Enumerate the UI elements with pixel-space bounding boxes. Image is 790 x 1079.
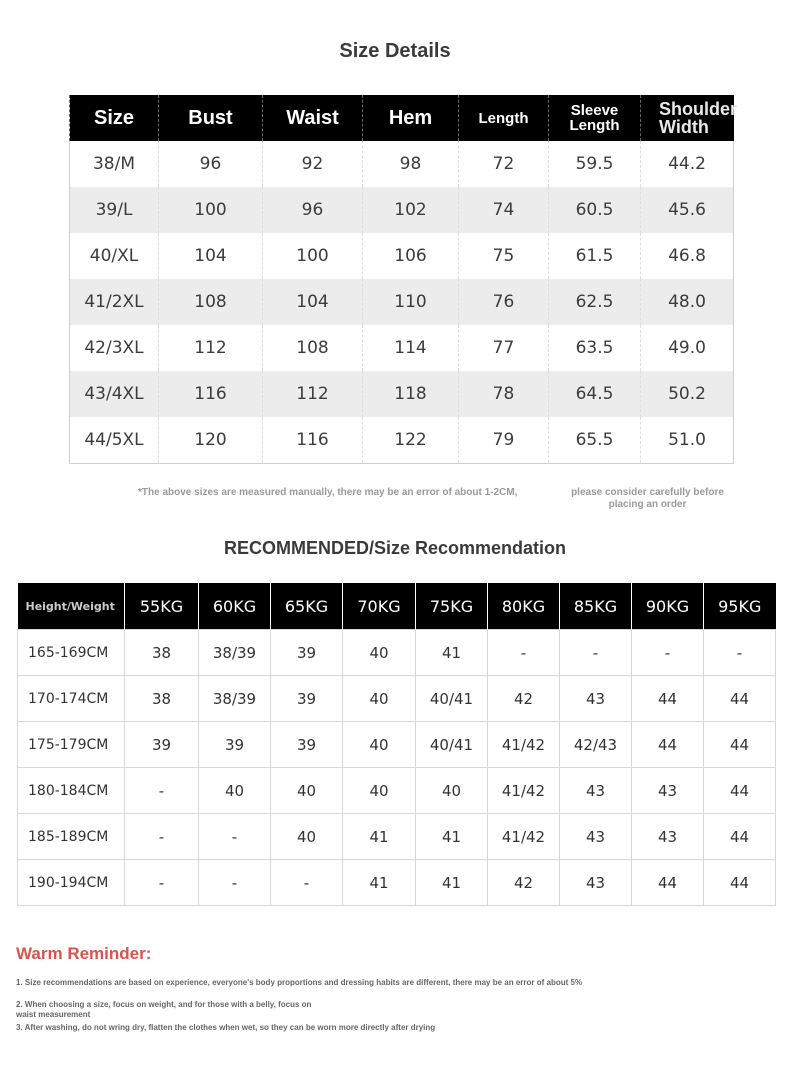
recommended-size-cell: 40/41 — [416, 722, 488, 768]
size-table-cell: 116 — [159, 371, 263, 417]
recommended-size-cell: - — [199, 814, 271, 860]
size-table-row — [70, 233, 734, 279]
height-label: 185-189CM — [18, 814, 125, 860]
size-table-cell: 100 — [159, 187, 263, 233]
recommendation-row — [18, 814, 776, 860]
recommended-size-cell: 40 — [343, 676, 416, 722]
weight-header: 70KG — [343, 583, 416, 630]
recommended-size-cell: 41/42 — [488, 722, 560, 768]
height-weight-corner-label: Height/Weight — [18, 583, 125, 630]
size-table-cell: 108 — [159, 279, 263, 325]
recommendation-title: RECOMMENDED/Size Recommendation — [223, 538, 567, 558]
measurement-note-left: *The above sizes are measured manually, there may be an error of about 1-2CM, — [138, 487, 518, 498]
recommended-size-cell: 40 — [271, 768, 343, 814]
size-table-cell: 122 — [363, 417, 459, 464]
recommended-size-cell: 44 — [632, 676, 704, 722]
reminder-tip-1: 1. Size recommendations are based on experience, everyone's body proportions and dressing habits are different, there may be an error of about 5% — [16, 978, 583, 987]
recommended-size-cell: 38 — [125, 630, 199, 676]
size-table-header-row — [70, 95, 734, 141]
recommended-size-cell: 43 — [560, 768, 632, 814]
recommended-size-cell: 44 — [704, 676, 776, 722]
size-table-cell: 75 — [459, 233, 549, 279]
recommended-size-cell: 39 — [125, 722, 199, 768]
size-table-cell: 48.0 — [641, 279, 734, 325]
recommended-size-cell: 40 — [271, 814, 343, 860]
recommended-size-cell: 41/42 — [488, 814, 560, 860]
recommended-size-cell: 41 — [343, 814, 416, 860]
size-table-row — [70, 371, 734, 417]
recommended-size-cell: - — [125, 814, 199, 860]
size-table-cell: 116 — [263, 417, 363, 464]
recommended-size-cell: 40/41 — [416, 676, 488, 722]
recommendation-row — [18, 722, 776, 768]
size-table-cell: 44.2 — [641, 141, 734, 187]
recommended-size-cell: 39 — [271, 630, 343, 676]
size-table-cell: 59.5 — [549, 141, 641, 187]
size-table-cell: 60.5 — [549, 187, 641, 233]
height-label: 175-179CM — [18, 722, 125, 768]
weight-header: 55KG — [125, 583, 199, 630]
recommended-size-cell: 43 — [632, 814, 704, 860]
size-table-cell: 76 — [459, 279, 549, 325]
size-table-cell: 38/M — [70, 141, 159, 187]
size-table-cell: 51.0 — [641, 417, 734, 464]
size-table-cell: 112 — [159, 325, 263, 371]
size-table-cell: 49.0 — [641, 325, 734, 371]
size-table-cell: 41/2XL — [70, 279, 159, 325]
size-table-cell: 96 — [159, 141, 263, 187]
size-table-cell: 118 — [363, 371, 459, 417]
size-table-cell: 79 — [459, 417, 549, 464]
size-header-bust: Bust — [159, 95, 263, 141]
recommended-size-cell: 42 — [488, 676, 560, 722]
recommended-size-cell: - — [632, 630, 704, 676]
size-details-title: Size Details — [339, 40, 451, 62]
size-table-cell: 112 — [263, 371, 363, 417]
recommended-size-cell: 43 — [560, 814, 632, 860]
recommended-size-cell: 43 — [632, 768, 704, 814]
size-table-row — [70, 187, 734, 233]
recommended-size-cell: 40 — [343, 768, 416, 814]
recommendation-row — [18, 860, 776, 906]
size-table-cell: 74 — [459, 187, 549, 233]
recommended-size-cell: 39 — [271, 722, 343, 768]
size-table-cell: 45.6 — [641, 187, 734, 233]
size-header-length: Length — [459, 95, 549, 141]
size-table-cell: 46.8 — [641, 233, 734, 279]
height-label: 190-194CM — [18, 860, 125, 906]
weight-header: 75KG — [416, 583, 488, 630]
size-table-cell: 61.5 — [549, 233, 641, 279]
height-label: 170-174CM — [18, 676, 125, 722]
size-table-cell: 102 — [363, 187, 459, 233]
recommended-size-cell: - — [488, 630, 560, 676]
size-table-cell: 64.5 — [549, 371, 641, 417]
recommended-size-cell: 39 — [199, 722, 271, 768]
height-label: 165-169CM — [18, 630, 125, 676]
size-table-cell: 92 — [263, 141, 363, 187]
size-table-cell: 114 — [363, 325, 459, 371]
size-header-shoulder-width: Shoulder Width — [641, 95, 734, 141]
recommended-size-cell: 40 — [199, 768, 271, 814]
size-table-cell: 110 — [363, 279, 459, 325]
recommendation-row — [18, 630, 776, 676]
size-table-cell: 98 — [363, 141, 459, 187]
recommended-size-cell: - — [199, 860, 271, 906]
recommended-size-cell: 43 — [560, 860, 632, 906]
recommended-size-cell: - — [704, 630, 776, 676]
size-table-row — [70, 141, 734, 187]
recommended-size-cell: 44 — [632, 722, 704, 768]
recommended-size-cell: 41 — [416, 814, 488, 860]
recommended-size-cell: 41/42 — [488, 768, 560, 814]
measurement-note-right: please consider carefully before placing an order — [571, 487, 724, 510]
recommended-size-cell: 41 — [416, 860, 488, 906]
size-table-cell: 40/XL — [70, 233, 159, 279]
reminder-tip-3: 3. After washing, do not wring dry, flatten the clothes when wet, so they can be worn more directly after drying — [16, 1023, 436, 1032]
recommended-size-cell: 40 — [343, 722, 416, 768]
recommended-size-cell: 44 — [632, 860, 704, 906]
recommendation-row — [18, 768, 776, 814]
size-recommendation-table — [17, 583, 776, 906]
size-table-cell: 108 — [263, 325, 363, 371]
weight-header: 85KG — [560, 583, 632, 630]
size-details-table — [69, 95, 738, 464]
recommended-size-cell: 41 — [343, 860, 416, 906]
recommended-size-cell: 38 — [125, 676, 199, 722]
size-header-sleeve-length: Sleeve Length — [549, 95, 641, 141]
recommended-size-cell: 44 — [704, 814, 776, 860]
recommended-size-cell: 40 — [343, 630, 416, 676]
size-table-row — [70, 325, 734, 371]
size-table-cell: 39/L — [70, 187, 159, 233]
recommended-size-cell: 41 — [416, 630, 488, 676]
recommended-size-cell: 43 — [560, 676, 632, 722]
weight-header: 80KG — [488, 583, 560, 630]
reminder-tip-2: 2. When choosing a size, focus on weight, and for those with a belly, focus on waist measurement — [16, 1000, 312, 1019]
size-table-cell: 77 — [459, 325, 549, 371]
recommended-size-cell: 44 — [704, 722, 776, 768]
size-table-cell: 72 — [459, 141, 549, 187]
size-header-waist: Waist — [263, 95, 363, 141]
recommended-size-cell: 38/39 — [199, 676, 271, 722]
recommended-size-cell: 39 — [271, 676, 343, 722]
size-table-row — [70, 417, 734, 464]
weight-header: 60KG — [199, 583, 271, 630]
weight-header: 65KG — [271, 583, 343, 630]
size-table-cell: 104 — [263, 279, 363, 325]
recommended-size-cell: 44 — [704, 768, 776, 814]
weight-header: 90KG — [632, 583, 704, 630]
recommended-size-cell: 42/43 — [560, 722, 632, 768]
recommended-size-cell: - — [271, 860, 343, 906]
size-table-cell: 42/3XL — [70, 325, 159, 371]
weight-header: 95KG — [704, 583, 776, 630]
recommended-size-cell: 42 — [488, 860, 560, 906]
size-table-cell: 104 — [159, 233, 263, 279]
recommended-size-cell: 40 — [416, 768, 488, 814]
size-table-cell: 106 — [363, 233, 459, 279]
size-header-size: Size — [70, 95, 159, 141]
size-header-hem: Hem — [363, 95, 459, 141]
warm-reminder-title: Warm Reminder: — [16, 944, 152, 963]
recommended-size-cell: - — [560, 630, 632, 676]
recommended-size-cell: 44 — [704, 860, 776, 906]
size-table-cell: 43/4XL — [70, 371, 159, 417]
size-table-cell: 44/5XL — [70, 417, 159, 464]
size-table-cell: 100 — [263, 233, 363, 279]
size-table-cell: 120 — [159, 417, 263, 464]
size-table-cell: 96 — [263, 187, 363, 233]
size-table-cell: 65.5 — [549, 417, 641, 464]
size-table-cell: 78 — [459, 371, 549, 417]
recommended-size-cell: 38/39 — [199, 630, 271, 676]
size-table-cell: 62.5 — [549, 279, 641, 325]
size-table-cell: 50.2 — [641, 371, 734, 417]
height-label: 180-184CM — [18, 768, 125, 814]
size-table-row — [70, 279, 734, 325]
recommendation-row — [18, 676, 776, 722]
size-table-cell: 63.5 — [549, 325, 641, 371]
recommended-size-cell: - — [125, 860, 199, 906]
recommendation-header-row — [18, 583, 776, 630]
recommended-size-cell: - — [125, 768, 199, 814]
